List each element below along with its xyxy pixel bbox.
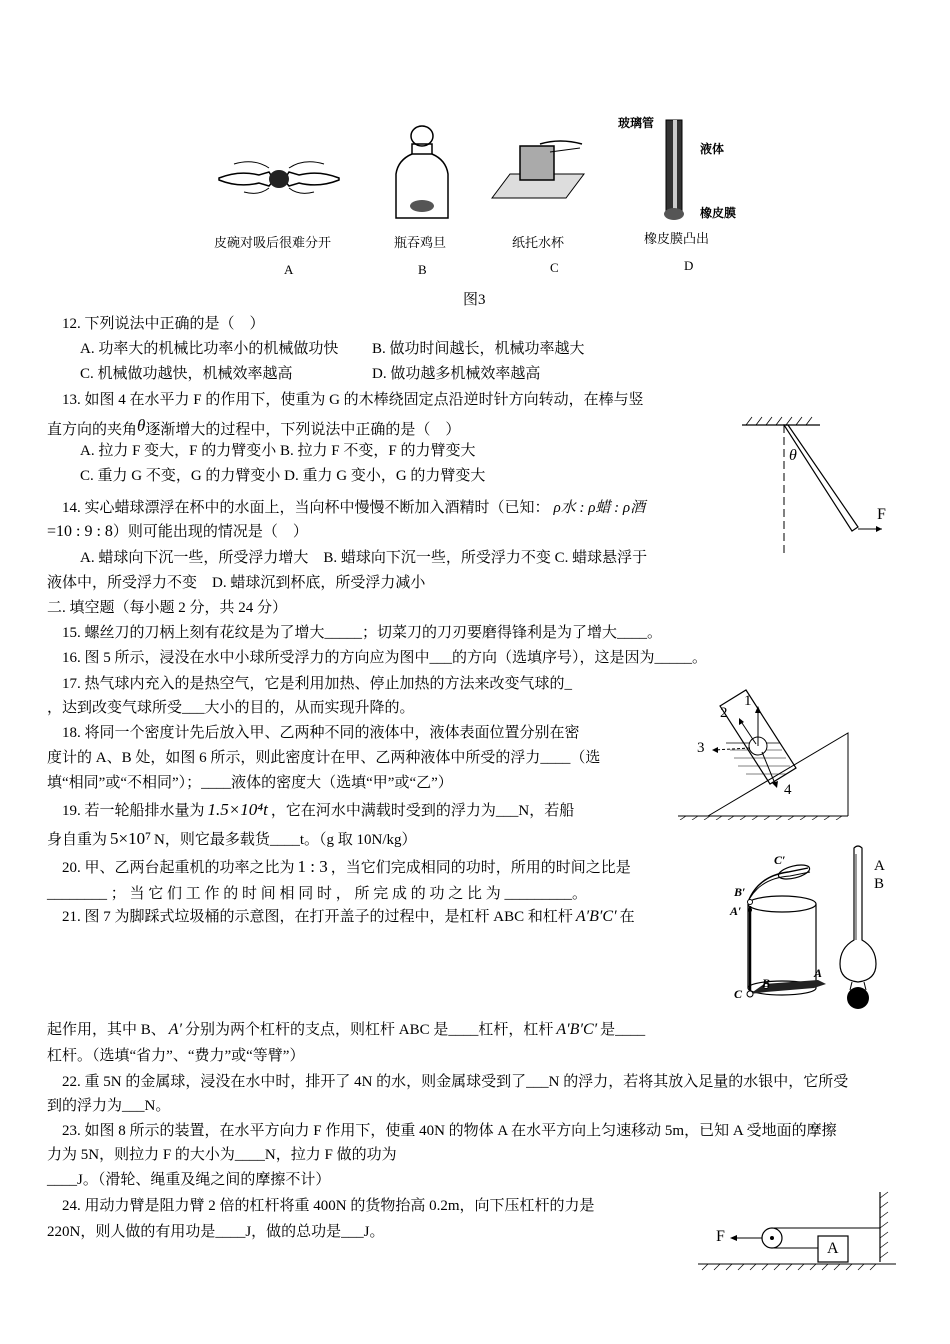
q21-line-1b: 在 [619, 909, 635, 925]
q19-line-2a: 身自重为 [47, 832, 108, 848]
paper-cup-illustration [490, 138, 590, 210]
glass-tube-illustration [660, 116, 690, 226]
figure-7-trash-can [728, 856, 832, 1006]
q20-line-1a: 20. 甲、乙两台起重机的功率之比为 [62, 860, 295, 876]
q21-lever: A′B′C′ [575, 908, 617, 925]
q18-line-1: 18. 将同一个密度计先后放入甲、乙两种不同的液体中，液体表面位置分别在密 [62, 725, 580, 741]
q18-line-2: 度计的 A、B 处，如图 6 所示，则此密度计在甲、乙两种液体中所受的浮力____（选 [47, 750, 601, 766]
figure-5-arrow-3: 3 [697, 740, 705, 756]
q14-line-4: 液体中，所受浮力不变 D. 蜡球沉到杯底，所受浮力减小 [47, 575, 426, 591]
figure-4-rod [740, 415, 890, 555]
q16: 16. 图 5 所示，浸没在水中小球所受浮力的方向应为图中___的方向（选填序号），这是因为_____。 [62, 650, 708, 666]
liquid-label: 液体 [700, 142, 725, 156]
q19-mass: 1.5×10⁴t [207, 800, 268, 819]
q23-line-1: 23. 如图 8 所示的装置，在水平方向力 F 作用下，使重 40N 的物体 A 在水平方向上匀速移动 5m，已知 A 受地面的摩擦 [62, 1123, 837, 1139]
membrane-label: 橡皮膜 [700, 206, 737, 220]
fig6-label-a: A [874, 858, 885, 874]
q19-line-2b: N，则它最多载货____t。（g 取 10N/kg） [154, 832, 417, 848]
q13-options-ab: A. 拉力 F 变大，F 的力臂变小 B. 拉力 F 不变，F 的力臂变大 [80, 443, 476, 459]
suction-cups-illustration [214, 150, 344, 200]
q12-option-b: B. 做功时间越长，机械功率越大 [372, 341, 585, 357]
figure-4-theta: θ [789, 447, 797, 464]
figure-8-pulley [696, 1190, 906, 1274]
figure-5-arrow-2: 2 [720, 705, 728, 721]
q21-line-2c: 是____ [600, 1022, 646, 1038]
q17-line-1: 17. 热气球内充入的是热空气，它是利用加热、停止加热的方法来改变气球的_ [62, 676, 573, 692]
q12-option-c: C. 机械做功越快，机械效率越高 [80, 366, 293, 382]
q22-line-2: 到的浮力为___N。 [47, 1098, 171, 1114]
q20-ratio: 1 : 3 [297, 857, 328, 876]
q21-line-2b: 分别为两个杠杆的支点，则杠杆 ABC 是____杠杆，杠杆 [185, 1022, 554, 1038]
panel-letter-a: A [284, 262, 294, 277]
panel-caption-a: 皮碗对吸后很难分开 [214, 236, 332, 251]
q22-line-1: 22. 重 5N 的金属球，浸没在水中时，排开了 4N 的水，则金属球受到了___N 的浮力，若将其放入足量的水银中，它所受 [62, 1074, 849, 1090]
q14-line-1: 14. 实心蜡球漂浮在杯中的水面上，当向杯中慢慢不断加入酒精时（已知： [62, 500, 550, 516]
q12-stem: 12. 下列说法中正确的是（ ） [62, 316, 265, 332]
figure-5-arrow-1: 1 [744, 693, 752, 709]
q21-line-2a: 起作用，其中 B、 [47, 1022, 166, 1038]
section-2-heading: 二. 填空题（每小题 2 分，共 24 分） [47, 600, 288, 616]
q15: 15. 螺丝刀的刀柄上刻有花纹是为了增大_____；切菜刀的刀刃要磨得锋利是为了增大____。 [62, 625, 663, 641]
q13-theta: θ [137, 416, 146, 435]
figure-5-incline [678, 688, 858, 820]
tube-label: 玻璃管 [618, 116, 655, 130]
bottle-egg-illustration [390, 124, 454, 224]
fig7-label-c: C [734, 987, 743, 1001]
q14-ratio: =10 : 9 : 8 [47, 523, 113, 540]
fig8-force-label: F [716, 1228, 725, 1245]
figure-3 [200, 108, 760, 308]
q19-weight: 5×10⁷ [110, 829, 152, 848]
q21-lever-2: A′B′C′ [556, 1021, 598, 1038]
q20-line-2: ________ ； 当 它 们 工 作 的 时 间 相 同 时 ， 所 完 成 的 功 之 比 为 _________。 [47, 886, 588, 902]
q13-line-2a: 直方向的夹角 [47, 422, 138, 438]
fig6-label-b: B [874, 876, 885, 892]
q13-line-2b: 逐渐增大的过程中，下列说法中正确的是（ ） [145, 422, 461, 438]
q13-line-1: 13. 如图 4 在水平力 F 的作用下，使重为 G 的木棒绕固定点沿逆时针方向转动，在棒与竖 [62, 392, 644, 408]
fig7-label-b-prime: B′ [734, 885, 746, 899]
panel-letter-c: C [550, 260, 559, 275]
panel-caption-c: 纸托水杯 [512, 236, 565, 251]
q21-line-1a: 21. 图 7 为脚踩式垃圾桶的示意图，在打开盖子的过程中，是杠杆 ABC 和杠杆 [62, 909, 573, 925]
q14-line-3: A. 蜡球向下沉一些，所受浮力增大 B. 蜡球向下沉一些，所受浮力不变 C. 蜡球悬浮于 [80, 550, 648, 566]
q23-line-3: ____J。（滑轮、绳重及绳之间的摩擦不计） [47, 1172, 331, 1188]
q18-line-3: 填“相同”或“不相同”）；____液体的密度大（选填“甲”或“乙”） [47, 775, 453, 791]
figure-3-title: 图3 [463, 292, 486, 308]
q24-line-2: 220N，则人做的有用功是____J，做的总功是___J。 [47, 1224, 385, 1240]
q14-line-2: ）则可能出现的情况是（ ） [112, 524, 308, 540]
q21-line-3: 杠杆。（选填“省力”、“费力”或“等臂”） [47, 1048, 305, 1064]
q19-line-1b: ，它在河水中满载时受到的浮力为___N，若船 [270, 803, 575, 819]
figure-5-arrow-4: 4 [784, 782, 792, 798]
panel-caption-d: 橡皮膜凸出 [644, 232, 710, 247]
q21-a-prime: A′ [168, 1021, 183, 1038]
fig7-label-b: B [762, 976, 771, 990]
panel-letter-b: B [418, 262, 427, 277]
panel-letter-d: D [684, 258, 694, 273]
fig8-block-label: A [827, 1240, 839, 1257]
figure-4-force-label: F [877, 506, 886, 523]
q14-density-ratio: ρ水 : ρ蜡 : ρ酒 [553, 500, 646, 516]
q12-option-a: A. 功率大的机械比功率小的机械做功快 [80, 341, 339, 357]
panel-caption-b: 瓶吞鸡旦 [394, 236, 447, 251]
q17-line-2: ，达到改变气球所受___大小的目的，从而实现升降的。 [47, 700, 415, 716]
q24-line-1: 24. 用动力臂是阻力臂 2 倍的杠杆将重 400N 的货物抬高 0.2m，向下压杠杆的力是 [62, 1198, 595, 1214]
q12-option-d: D. 做功越多机械效率越高 [372, 366, 541, 382]
fig7-label-a-prime: A′ [730, 904, 742, 918]
fig7-label-a: A [814, 966, 823, 980]
fig7-label-c-prime: C′ [774, 853, 786, 867]
q23-line-2: 力为 5N，则拉力 F 的大小为____N，拉力 F 做的功为 [47, 1147, 397, 1163]
q20-line-1b: ，当它们完成相同的功时，所用的时间之比是 [330, 860, 631, 876]
q19-line-1a: 19. 若一轮船排水量为 [62, 803, 205, 819]
q13-options-cd: C. 重力 G 不变，G 的力臂变小 D. 重力 G 变小，G 的力臂变大 [80, 468, 486, 484]
